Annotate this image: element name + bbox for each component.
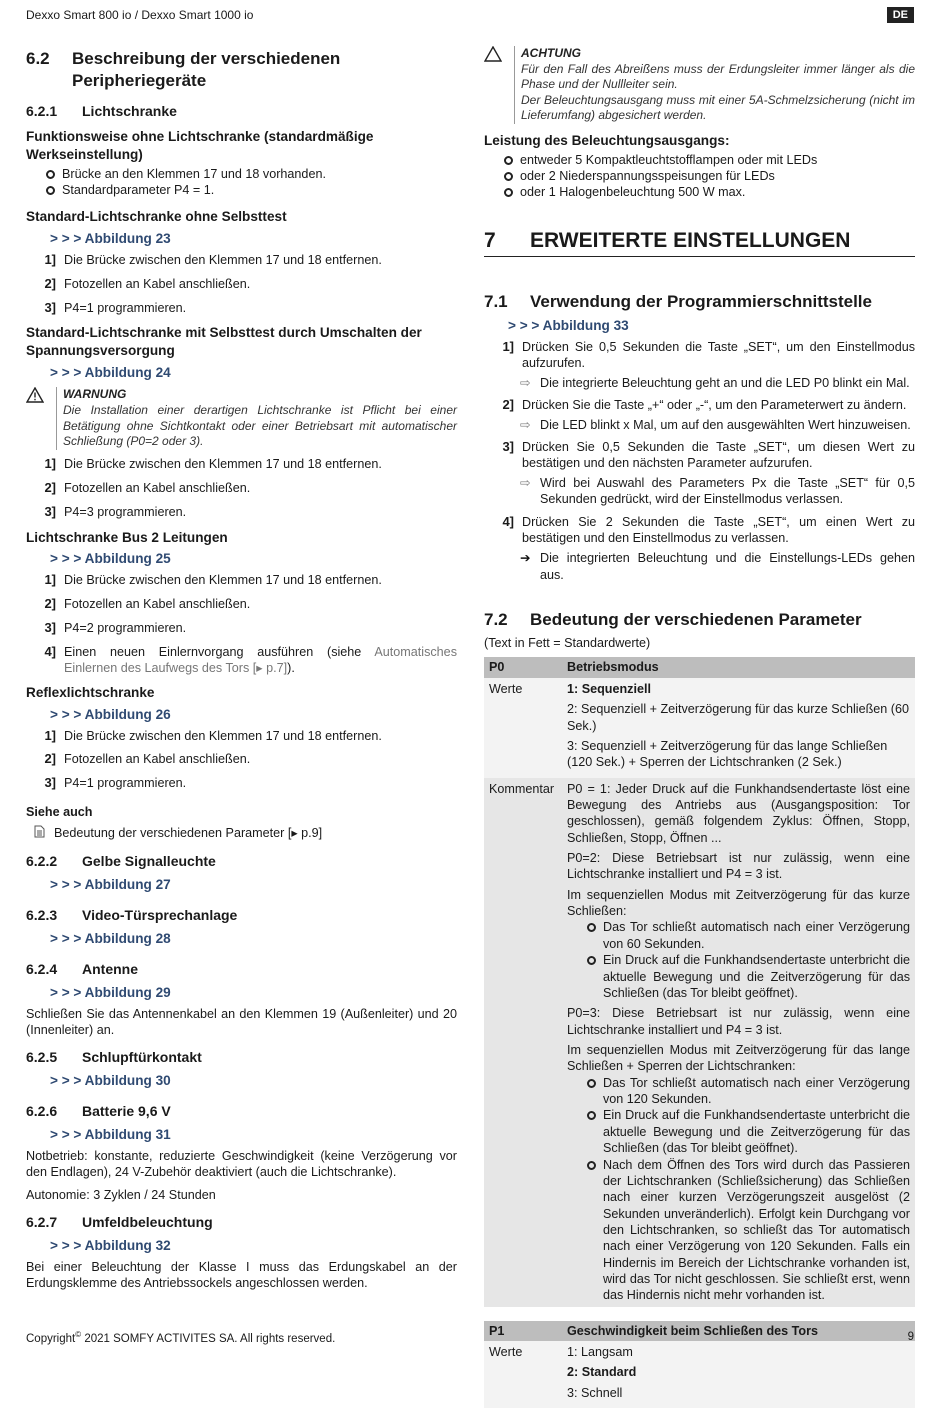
- param-code: P0: [484, 657, 562, 677]
- section-title: Beschreibung der verschiedenen Peripheriegeräte: [72, 49, 341, 91]
- language-badge: DE: [887, 7, 914, 23]
- step: [26, 644, 457, 677]
- warning-text: Die Installation einer derartigen Lichtschranke ist Pflicht bei einer Betätigung ohne Sichtkontakt oder einer Betriebsart mit automatischer Schließung (P0=2 oder 3).: [63, 403, 457, 449]
- section-title: Gelbe Signalleuchte: [82, 852, 216, 869]
- step-number: 3]: [44, 299, 56, 315]
- caution-text: Der Beleuchtungsausgang muss mit einer 5A-Schmelzsicherung (nicht im Lieferumfang) abgesichert werden.: [521, 92, 915, 123]
- figure-reference[interactable]: > > > Abbildung 31: [50, 1127, 171, 1143]
- value-item: 3: Sequenziell + Zeitverzögerung für das lange Schließen (120 Sek.) + Sperren der Lichtschranken (2 Sek.): [567, 738, 888, 770]
- figure-reference[interactable]: > > > Abbildung 27: [50, 877, 171, 893]
- result-arrow-icon: ⇨: [520, 375, 531, 390]
- step: [26, 480, 457, 497]
- step: [26, 300, 457, 317]
- step-text: Fotozellen an Kabel anschließen.: [64, 596, 251, 611]
- table-row: [484, 1341, 915, 1408]
- see-also-text: Bedeutung der verschiedenen Parameter [▸ p.9]: [54, 825, 323, 840]
- step: [26, 596, 457, 613]
- document-title: Dexxo Smart 800 io / Dexxo Smart 1000 io: [26, 8, 254, 22]
- section-number: 7.1: [484, 292, 508, 312]
- list-item: oder 1 Halogenbeleuchtung 500 W max.: [504, 184, 915, 200]
- value-item: 1: Sequenziell: [567, 681, 651, 696]
- comment-cell: [562, 778, 915, 1307]
- comment-paragraph: Im sequenziellen Modus mit Zeitverzögerung für das lange Schließen + Sperren der Lichtschranken:: [567, 1042, 910, 1074]
- result-text: Wird bei Auswahl des Parameters Px die Taste „SET“ für 0,5 Sekunden gedrückt, wird der Einstellmodus verlassen.: [540, 475, 915, 507]
- value-item: 2: Sequenziell + Zeitverzögerung für das kurze Schließen (60 Sek.): [567, 702, 909, 733]
- subheading-output: Leistung des Beleuchtungsausgangs:: [484, 132, 730, 148]
- section-title: Lichtschranke: [82, 103, 177, 120]
- step-list: [26, 728, 457, 793]
- warning-title: WARNUNG: [63, 387, 127, 402]
- row-label: Werte: [484, 678, 562, 778]
- table-note: (Text in Fett = Standardwerte): [484, 636, 651, 651]
- value-item: 2: Standard: [567, 1365, 637, 1380]
- section-title: Batterie 9,6 V: [82, 1103, 171, 1120]
- right-column: [484, 46, 915, 1408]
- figure-reference[interactable]: > > > Abbildung 24: [50, 364, 171, 380]
- copyright-notice: [26, 1330, 336, 1346]
- step-text: Drücken Sie die Taste „+“ oder „-“, um den Parameterwert zu ändern.: [522, 397, 907, 412]
- cross-reference-link[interactable]: Automatisches Einlernen des Laufwegs des Tors [▸ p.7]: [64, 644, 457, 675]
- step-number: 2]: [502, 396, 514, 412]
- copyright-text: 2021 SOMFY ACTIVITES SA. All rights reserved.: [81, 1333, 336, 1346]
- section-heading-7-2: [484, 609, 915, 631]
- step: [26, 775, 457, 792]
- param-code: P1: [484, 1321, 562, 1341]
- step-list: [26, 572, 457, 676]
- step-text: Fotozellen an Kabel anschließen.: [64, 276, 251, 291]
- section-title: Umfeldbeleuchtung: [82, 1214, 213, 1231]
- table-header-row: [484, 657, 915, 677]
- step: [26, 276, 457, 293]
- step: [26, 728, 457, 745]
- step-number: 3]: [44, 775, 56, 791]
- paragraph: Notbetrieb: konstante, reduzierte Geschwindigkeit (keine Verzögerung vor den Endlagen), 24 V-Zubehör deaktiviert (auch die Lichtschranke).: [26, 1149, 457, 1180]
- bullet-list: [567, 1075, 910, 1304]
- values-cell: [562, 678, 915, 778]
- list-item: oder 2 Niederspannungsspeisungen für LEDs: [504, 168, 915, 184]
- result-arrow-icon: ⇨: [520, 417, 531, 432]
- step: [26, 572, 457, 589]
- warning-box: [26, 387, 457, 449]
- caution-body: [514, 46, 915, 124]
- final-result: [520, 550, 915, 583]
- subheading-reflex: Reflexlichtschranke: [26, 685, 155, 701]
- section-heading-6-2-4: [26, 960, 457, 978]
- copyright-word: Copyright: [26, 1333, 76, 1346]
- step-number: 4]: [502, 513, 514, 529]
- figure-reference[interactable]: > > > Abbildung 29: [50, 984, 171, 1000]
- section-heading-6-2-2: [26, 852, 457, 870]
- subheading-bus: Lichtschranke Bus 2 Leitungen: [26, 529, 228, 545]
- section-number: 6.2.5: [26, 1049, 58, 1066]
- step: [26, 252, 457, 269]
- section-number: 6.2.2: [26, 852, 58, 869]
- page-footer: [26, 1330, 914, 1347]
- step: [26, 620, 457, 637]
- see-also-link[interactable]: [34, 825, 457, 842]
- table-row: [484, 678, 915, 778]
- caution-title: ACHTUNG: [521, 46, 581, 60]
- step-text-part: ).: [287, 660, 295, 675]
- section-title: Schlupftürkontakt: [82, 1049, 202, 1066]
- step-number: 3]: [44, 619, 56, 635]
- section-title: Verwendung der Programmierschnittstelle: [530, 292, 872, 312]
- section-heading-6-2-1: [26, 102, 457, 120]
- section-heading-6-2: [26, 48, 457, 92]
- step: [484, 514, 915, 547]
- row-label: Werte: [484, 1341, 562, 1408]
- figure-reference[interactable]: > > > Abbildung 33: [508, 318, 629, 334]
- caution-box: [484, 46, 915, 124]
- section-number: 6.2.4: [26, 960, 58, 977]
- step-number: 1]: [44, 251, 56, 267]
- step-text: Die Brücke zwischen den Klemmen 17 und 18 entfernen.: [64, 252, 382, 267]
- param-name: Betriebsmodus: [562, 657, 915, 677]
- final-arrow-icon: ➔: [520, 551, 531, 566]
- comment-paragraph: Im sequenziellen Modus mit Zeitverzögerung für das kurze Schließen:: [567, 887, 910, 919]
- step: [26, 456, 457, 473]
- caution-icon: [484, 46, 514, 124]
- subheading-selftest: Standard-Lichtschranke mit Selbsttest durch Umschalten der Spannungsversorgung: [26, 325, 422, 359]
- paragraph: Autonomie: 3 Zyklen / 24 Stunden: [26, 1187, 216, 1202]
- step-text: P4=2 programmieren.: [64, 620, 187, 635]
- section-heading-6-2-3: [26, 906, 457, 924]
- param-name: Geschwindigkeit beim Schließen des Tors: [562, 1321, 915, 1341]
- left-column: [26, 44, 457, 1298]
- step-text: P4=3 programmieren.: [64, 504, 187, 519]
- list-item: Ein Druck auf die Funkhandsendertaste unterbricht die aktuelle Bewegung und die Zeitverzögerung für das Schließen (das Tor bleibt geöffnet).: [587, 1107, 910, 1156]
- bullet-list: [26, 166, 457, 199]
- step-text: [64, 644, 457, 677]
- subheading-standard: Standard-Lichtschranke ohne Selbsttest: [26, 209, 287, 225]
- result-text: Die integrierten Beleuchtung und die Einstellungs-LEDs gehen aus.: [540, 551, 915, 582]
- list-item: entweder 5 Kompaktleuchtstofflampen oder mit LEDs: [504, 152, 915, 168]
- comment-paragraph: P0=2: Diese Betriebsart ist nur zulässig, wenn eine Lichtschranke installiert und P4 = 3 ist.: [567, 851, 910, 882]
- row-label: Kommentar: [484, 778, 562, 1307]
- warning-icon: [26, 387, 56, 449]
- figure-reference[interactable]: > > > Abbildung 28: [50, 931, 171, 947]
- step-number: 1]: [502, 338, 514, 354]
- result-arrow-icon: ⇨: [520, 475, 531, 490]
- values-cell: [562, 1341, 915, 1408]
- step-text: Die Brücke zwischen den Klemmen 17 und 18 entfernen.: [64, 728, 382, 743]
- step-result: [520, 375, 915, 391]
- bullet-list: [484, 152, 915, 201]
- step-number: 1]: [44, 727, 56, 743]
- figure-reference[interactable]: > > > Abbildung 25: [50, 551, 171, 567]
- step-text: Fotozellen an Kabel anschließen.: [64, 480, 251, 495]
- step-result: [520, 475, 915, 508]
- step-number: 1]: [44, 455, 56, 471]
- section-heading-7-1: [484, 291, 915, 313]
- list-item: Das Tor schließt automatisch nach einer Verzögerung von 60 Sekunden.: [587, 919, 910, 952]
- step-text: Drücken Sie 2 Sekunden die Taste „SET“, um einen Wert zu bestätigen und den Einstellmodus zu verlassen.: [522, 514, 915, 545]
- step-text: Die Brücke zwischen den Klemmen 17 und 18 entfernen.: [64, 456, 382, 471]
- step-number: 2]: [44, 479, 56, 495]
- warning-body: [56, 387, 457, 449]
- section-number: 7.2: [484, 609, 508, 629]
- result-text: Die LED blinkt x Mal, um auf den ausgewählten Wert hinzuweisen.: [540, 417, 911, 432]
- result-text: Die integrierte Beleuchtung geht an und die LED P0 blinkt ein Mal.: [540, 375, 910, 390]
- step-text: P4=1 programmieren.: [64, 776, 187, 791]
- table-row: [484, 778, 915, 1307]
- step-result: [520, 417, 915, 433]
- figure-reference[interactable]: > > > Abbildung 26: [50, 706, 171, 722]
- paragraph: Bei einer Beleuchtung der Klasse I muss das Erdungskabel an der Erdungsklemme des Antriebssockels angeschlossen werden.: [26, 1259, 457, 1291]
- value-item: 1: Langsam: [567, 1345, 633, 1360]
- chapter-heading-7: [484, 227, 915, 257]
- chapter-number: 7: [484, 228, 496, 252]
- section-title: Bedeutung der verschiedenen Parameter: [530, 609, 862, 629]
- section-heading-6-2-6: [26, 1102, 457, 1120]
- page-number: 9: [907, 1331, 914, 1344]
- step-number: 2]: [44, 751, 56, 767]
- section-title: Antenne: [82, 960, 138, 977]
- paragraph: Schließen Sie das Antennenkabel an den Klemmen 19 (Außenleiter) und 20 (Innenleiter) an.: [26, 1006, 457, 1037]
- section-number: 6.2.7: [26, 1214, 58, 1231]
- figure-reference[interactable]: > > > Abbildung 32: [50, 1238, 171, 1254]
- document-icon: [34, 825, 54, 842]
- step-text: Drücken Sie 0,5 Sekunden die Taste „SET“, um den Einstellmodus aufzurufen.: [522, 339, 915, 371]
- step-number: 3]: [44, 503, 56, 519]
- step-text: Die Brücke zwischen den Klemmen 17 und 18 entfernen.: [64, 572, 382, 587]
- bullet-list: [567, 919, 910, 1001]
- step: [484, 439, 915, 472]
- step-text: P4=1 programmieren.: [64, 300, 187, 315]
- list-item: Standardparameter P4 = 1.: [46, 182, 457, 198]
- step-number: 2]: [44, 595, 56, 611]
- comment-paragraph: P0=3: Diese Betriebsart ist nur zulässig, wenn eine Lichtschranke installiert und P4 = 3 ist.: [567, 1006, 910, 1037]
- section-title: Video-Türsprechanlage: [82, 906, 238, 923]
- step-text-part: Einen neuen Einlernvorgang ausführen (siehe: [64, 644, 375, 659]
- copyright-symbol: ©: [75, 1330, 82, 1340]
- step-text: Drücken Sie 0,5 Sekunden die Taste „SET“, um diesen Wert zu bestätigen und den nächsten Parameter aufzurufen.: [522, 440, 915, 471]
- page-header: [26, 8, 914, 24]
- section-number: 6.2.1: [26, 103, 58, 120]
- list-item: Brücke an den Klemmen 17 und 18 vorhanden.: [46, 166, 457, 182]
- step-list: [26, 252, 457, 317]
- step-list: [484, 339, 915, 583]
- caution-text: Für den Fall des Abreißens muss der Erdungsleiter immer länger als die Phase und der Nullleiter sein.: [521, 61, 915, 92]
- chapter-title: ERWEITERTE EINSTELLUNGEN: [530, 228, 851, 252]
- step: [26, 751, 457, 768]
- subheading-function: Funktionsweise ohne Lichtschranke (standardmäßige Werkseinstellung): [26, 129, 374, 163]
- step: [484, 397, 915, 414]
- parameter-table-p0: [484, 657, 915, 1306]
- section-number: 6.2.6: [26, 1103, 58, 1120]
- step-number: 4]: [44, 643, 56, 659]
- list-item: Nach dem Öffnen des Tors wird durch das Passieren der Lichtschranken (Schließsicherung) das Schließen nach einer kurzen Verzögerungszeit ausgelöst (2 Sekunden unveränderlich). Erfolgt kein Durchgang vor den Lichtschranken, so schließt das Tor automatisch nach einer Verzögerung von 120 Sekunden. Falls ein Hindernis im Bereich der Lichtschranke vorhanden ist, wird das Tor nicht geschlossen. Sie schließt erst, wenn das Hindernis nicht mehr vorhanden ist.: [587, 1157, 910, 1304]
- section-number: 6.2.3: [26, 906, 58, 923]
- step-number: 1]: [44, 571, 56, 587]
- comment-paragraph: P0 = 1: Jeder Druck auf die Funkhandsendertaste löst eine Bewegung des Antriebs aus (Ausgangsposition: Tor geschlossen), gemäß folgendem Zyklus: Öffnen, Stopp, Schließen, Stopp, Öffnen ...: [567, 781, 910, 845]
- step-number: 2]: [44, 275, 56, 291]
- see-also-heading: Siehe auch: [26, 805, 93, 820]
- step: [484, 339, 915, 372]
- section-heading-6-2-7: [26, 1213, 457, 1231]
- section-number: 6.2: [26, 49, 50, 68]
- figure-reference[interactable]: > > > Abbildung 30: [50, 1073, 171, 1089]
- list-item: Ein Druck auf die Funkhandsendertaste unterbricht die aktuelle Bewegung und die Zeitverzögerung für das Schließen (das Tor bleibt geöffnet).: [587, 952, 910, 1001]
- step-list: [26, 456, 457, 521]
- step-text: Fotozellen an Kabel anschließen.: [64, 752, 251, 767]
- section-heading-6-2-5: [26, 1048, 457, 1066]
- value-item: 3: Schnell: [567, 1385, 623, 1400]
- figure-reference[interactable]: > > > Abbildung 23: [50, 231, 171, 247]
- step-number: 3]: [502, 439, 514, 455]
- step: [26, 504, 457, 521]
- list-item: Das Tor schließt automatisch nach einer Verzögerung von 120 Sekunden.: [587, 1075, 910, 1108]
